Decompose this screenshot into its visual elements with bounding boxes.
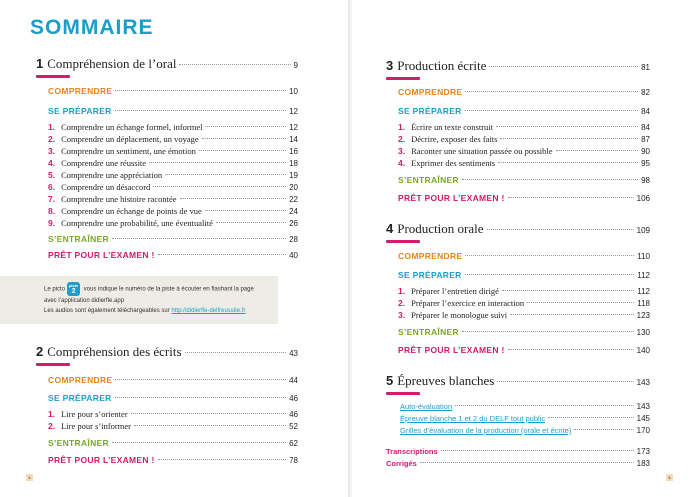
se-preparer-row[interactable]: SE PRÉPARER 12 — [48, 106, 298, 116]
page-number-right: 5 — [666, 474, 673, 481]
toc-item[interactable]: 3. Raconter une situation passée ou possible 90 — [398, 146, 650, 156]
section-3-heading[interactable]: 3 Production écrite 81 — [386, 58, 650, 73]
section-divider — [386, 240, 420, 243]
toc-link-row[interactable]: Auto-évaluation 143 — [400, 402, 650, 411]
toc-item[interactable]: 6. Comprendre un désaccord 20 — [48, 182, 298, 192]
toc-item[interactable]: 1. Lire pour s’orienter 46 — [48, 409, 298, 419]
section-2-heading[interactable]: 2 Compréhension des écrits 43 — [36, 344, 298, 359]
comprendre-row[interactable]: COMPRENDRE 110 — [398, 251, 650, 261]
toc-item[interactable]: 3. Comprendre un sentiment, une émotion 16 — [48, 146, 298, 156]
toc-item[interactable]: 1. Écrire un texte construit 84 — [398, 122, 650, 132]
toc-item[interactable]: 2. Décrire, exposer des faits 87 — [398, 134, 650, 144]
section-title: Compréhension de l’oral — [47, 56, 177, 71]
pret-examen-row[interactable]: PRÊT POUR L’EXAMEN ! 78 — [48, 455, 298, 465]
pret-examen-row[interactable]: PRÊT POUR L’EXAMEN ! 140 — [398, 345, 650, 355]
toc-item[interactable]: 4. Exprimer des sentiments 95 — [398, 158, 650, 168]
section-divider — [36, 363, 70, 366]
section-page: 9 — [293, 61, 298, 70]
se-preparer-row[interactable]: SE PRÉPARER 84 — [398, 106, 650, 116]
section-divider — [386, 77, 420, 80]
se-preparer-row[interactable]: SE PRÉPARER 112 — [398, 270, 650, 280]
toc-item[interactable]: 8. Comprendre un échange de points de vue 24 — [48, 206, 298, 216]
toc-item[interactable]: 2. Comprendre un déplacement, un voyage 14 — [48, 134, 298, 144]
section-divider — [36, 75, 70, 78]
toc-item[interactable]: 4. Comprendre une réussite 18 — [48, 158, 298, 168]
page-number-left: 4 — [26, 474, 33, 481]
toc-item[interactable]: 2. Lire pour s’informer 52 — [48, 421, 298, 431]
pret-examen-row[interactable]: PRÊT POUR L’EXAMEN ! 106 — [398, 193, 650, 203]
section-number: 1 — [36, 56, 44, 71]
section-divider — [386, 392, 420, 395]
s-entrainer-row[interactable]: S’ENTRAÎNER 130 — [398, 327, 650, 337]
section-1-heading[interactable] — [36, 56, 298, 72]
toc-item[interactable]: 7. Comprendre une histoire racontée 22 — [48, 194, 298, 204]
section-4-heading[interactable]: 4 Production orale 109 — [386, 221, 650, 236]
toc-item[interactable]: 1. Comprendre un échange formel, informel 12 — [48, 122, 298, 132]
audio-track-icon: piste 2 — [68, 282, 79, 295]
toc-item[interactable]: 5. Comprendre une appréciation 19 — [48, 170, 298, 180]
se-preparer-row[interactable]: SE PRÉPARER 46 — [48, 393, 298, 403]
toc-link-row[interactable]: Grilles d’évaluation de la production (orale et écrite) 170 — [400, 426, 650, 435]
s-entrainer-row[interactable]: S’ENTRAÎNER 98 — [398, 175, 650, 185]
s-entrainer-row[interactable]: S’ENTRAÎNER 28 — [48, 234, 298, 244]
toc-item[interactable]: 3. Préparer le monologue suivi 123 — [398, 310, 650, 320]
audio-note: Le picto piste 2 vous indique le numéro de la piste à écouter en flashant la page avec l’application didierfle.app Les audios sont également téléchargeables sur http://didierfle-delfreussite.fr — [0, 276, 278, 324]
comprendre-row[interactable]: COMPRENDRE 82 — [398, 87, 650, 97]
toc-item[interactable]: 2. Préparer l’exercice en interaction 118 — [398, 298, 650, 308]
transcriptions-row[interactable]: Transcriptions 173 — [386, 447, 650, 456]
pret-examen-row[interactable]: PRÊT POUR L’EXAMEN ! 40 — [48, 250, 298, 260]
s-entrainer-row[interactable]: S’ENTRAÎNER 62 — [48, 438, 298, 448]
page-title: SOMMAIRE — [30, 16, 154, 39]
comprendre-row[interactable]: COMPRENDRE 44 — [48, 375, 298, 385]
left-page — [0, 0, 348, 497]
audio-download-link[interactable]: http://didierfle-delfreussite.fr — [171, 308, 246, 314]
section-5-heading[interactable]: 5 Épreuves blanches 143 — [386, 373, 650, 388]
toc-link-row[interactable]: Épreuve blanche 1 et 2 du DELF tout public 145 — [400, 414, 650, 423]
comprendre-row[interactable]: COMPRENDRE 10 — [48, 86, 298, 96]
toc-item[interactable]: 9. Comprendre une probabilité, une éventualité 26 — [48, 218, 298, 228]
right-page — [352, 0, 700, 497]
corriges-row[interactable]: Corrigés 183 — [386, 459, 650, 468]
toc-item[interactable]: 1. Préparer l’entretien dirigé 112 — [398, 286, 650, 296]
